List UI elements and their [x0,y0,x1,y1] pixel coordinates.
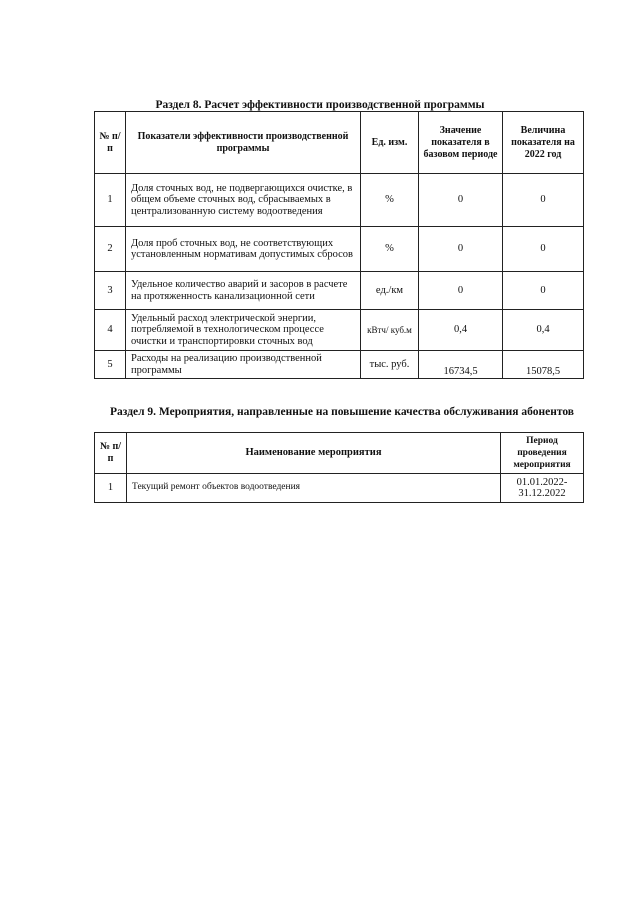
row-indicator: Расходы на реализацию производственной программы [126,351,361,379]
row-value: 0,4 [503,310,584,351]
header-num: № п/п [95,433,127,474]
table-row [95,272,584,310]
row-value: 0 [503,272,584,310]
row-value: 15078,5 [503,351,584,379]
row-num: 2 [95,227,126,272]
header-value: Величина показателя на 2022 год [503,112,584,174]
row-unit: ед./км [361,272,419,310]
row-period: 01.01.2022- 31.12.2022 [501,474,584,503]
efficiency-table [94,111,584,379]
row-base: 16734,5 [419,351,503,379]
row-num: 5 [95,351,126,379]
row-num: 3 [95,272,126,310]
row-indicator: Доля сточных вод, не подвергающихся очистке, в общем объеме сточных вод, сбрасываемых в централизованную систему водоотведения [126,174,361,227]
table-header-row [95,112,584,174]
header-name: Наименование мероприятия [127,433,501,474]
table-row [95,351,584,379]
table-row [95,310,584,351]
header-base: Значение показателя в базовом периоде [419,112,503,174]
row-name: Текущий ремонт объектов водоотведения [127,474,501,503]
row-num: 1 [95,474,127,503]
row-base: 0,4 [419,310,503,351]
row-value: 0 [503,174,584,227]
table-header-row [95,433,584,474]
header-unit: Ед. изм. [361,112,419,174]
row-unit: тыс. руб. [361,351,419,379]
row-unit: кВтч/ куб.м [361,310,419,351]
section-9-title: Раздел 9. Мероприятия, направленные на повышение качества обслуживания абонентов [110,406,575,418]
table-row [95,227,584,272]
row-indicator: Доля проб сточных вод, не соответствующих установленным нормативам допустимых сбросов [126,227,361,272]
table-row [95,474,584,503]
measures-table [94,432,584,503]
row-base: 0 [419,227,503,272]
row-num: 1 [95,174,126,227]
header-indicator: Показатели эффективности производственной программы [126,112,361,174]
row-value: 0 [503,227,584,272]
row-unit: % [361,227,419,272]
row-indicator: Удельный расход электрической энергии, потребляемой в технологическом процессе очистки и транспортировки сточных вод [126,310,361,351]
table-row [95,174,584,227]
row-num: 4 [95,310,126,351]
header-period: Период проведения мероприятия [501,433,584,474]
header-num: № п/п [95,112,126,174]
row-base: 0 [419,174,503,227]
row-base: 0 [419,272,503,310]
section-8-title: Раздел 8. Расчет эффективности производственной программы [155,99,485,111]
row-indicator: Удельное количество аварий и засоров в расчете на протяженность канализационной сети [126,272,361,310]
row-unit: % [361,174,419,227]
